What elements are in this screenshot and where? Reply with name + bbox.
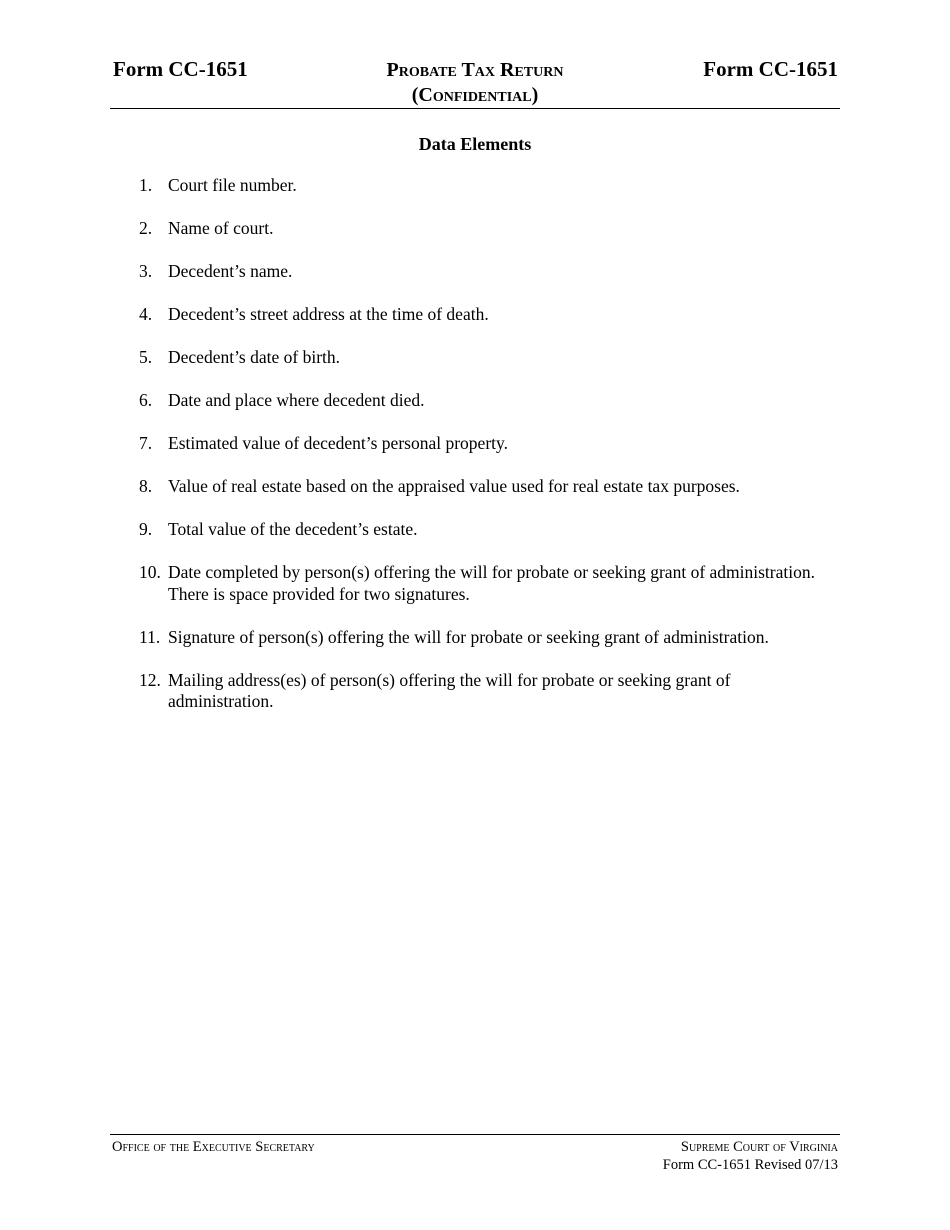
item-number: 6. [139,390,153,410]
item-text: Decedent’s name. [168,261,293,281]
list-item [139,627,829,649]
item-number: 12. [139,669,161,690]
list-item [139,433,829,455]
item-text: Date completed by person(s) offering the will for probate or seeking grant of administration. There is space provided for two signatures. [168,562,815,604]
list-item [139,175,829,197]
form-id-right: Form CC-1651 [703,57,838,81]
item-number: 7. [139,433,153,453]
item-text: Total value of the decedent’s estate. [168,519,418,539]
item-number: 5. [139,347,153,367]
section-heading: Data Elements [418,134,532,154]
item-number: 1. [139,175,153,195]
list-item [139,670,829,713]
list-item [139,304,829,326]
page-footer [110,1134,840,1173]
footer-form-revision: Form CC-1651 Revised 07/13 [662,1157,838,1173]
item-number: 9. [139,519,153,539]
item-text: Value of real estate based on the appraised value used for real estate tax purposes. [168,476,740,496]
title-line-2: (Confidential) [411,84,539,106]
title-line-1: Probate Tax Return [386,59,564,81]
item-text: Mailing address(es) of person(s) offering the will for probate or seeking grant of administration. [168,669,731,711]
footer-court-info [663,1138,838,1174]
item-number: 2. [139,218,153,238]
list-item [139,519,829,541]
item-text: Decedent’s street address at the time of death. [168,304,489,324]
list-item [139,390,829,412]
item-number: 10. [139,562,161,582]
item-number: 3. [139,261,153,281]
item-text: Decedent’s date of birth. [168,347,341,367]
item-number: 4. [139,304,153,324]
item-text: Court file number. [168,175,297,195]
list-item [139,347,829,369]
item-number: 8. [139,476,153,496]
list-item [139,218,829,240]
data-elements-list [139,175,829,734]
item-text: Name of court. [168,218,274,238]
footer-office: Office of the Executive Secretary [112,1139,315,1155]
form-id-left: Form CC-1651 [113,57,248,81]
list-item [139,261,829,283]
item-text: Signature of person(s) offering the will for probate or seeking grant of administration. [168,626,769,647]
item-number: 11. [139,626,161,647]
list-item [139,476,829,498]
list-item [139,562,829,605]
page-header [110,56,840,109]
item-text: Estimated value of decedent’s personal property. [168,433,508,453]
item-text: Date and place where decedent died. [168,390,425,410]
footer-court-name: Supreme Court of Virginia [680,1139,838,1155]
